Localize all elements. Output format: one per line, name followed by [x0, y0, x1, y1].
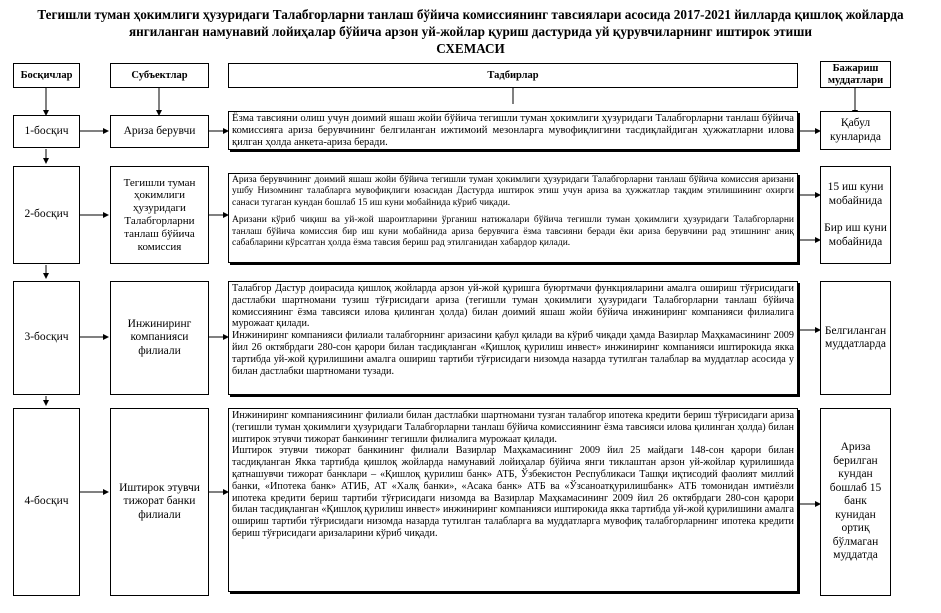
stage3-box [13, 281, 80, 395]
stage2-label: 2-босқич [24, 208, 69, 221]
header-actions [228, 63, 798, 88]
stage1-actions-box [228, 111, 798, 150]
stage2-subject: Тегишли туман ҳокимлиги ҳузуридаги Талабгорларни танлаш бўйича комиссия [123, 176, 196, 253]
stage4-actions-box [228, 408, 798, 592]
stage2-deadline-2: Бир иш куни мобайнида [824, 222, 887, 248]
stage1-subject-box [110, 115, 209, 148]
stage1-action-text: Ёзма тавсияни олиш учун доимий яшаш жойи бўйича тегишли туман ҳокимлиги ҳузуридаги Талабгорларни танлаш бўйича комиссияга ариза берувчининг белгиланган ижтимоий мезонларга мувофиқлигини тасдиқлайдиган ҳужжатларни илова қилган ҳолда анкета-ариза беради. [232, 113, 794, 149]
header-actions-label: Тадбирлар [487, 69, 539, 81]
title-line-1: Тегишли туман ҳокимлиги ҳузуридаги Талабгорларни танлаш бўйича комиссиянинг тавсиялари асосида 2017-2021 йилларда қишлоқ жойларда [37, 7, 904, 22]
stage4-action-text-1: Инжиниринг компаниясининг филиали билан дастлабки шартномани тузган талабгор ипотека кредити бериш тўғрисидаги ариза (тегишли туман ҳокимлиги ҳузуридаги Талабгорларни танлаш бўйича комиссиянинг ёзма тавсияси илова қилинган ҳолда) билан иштирок этувчи тижорат банкининг тегишли филиалига мурожаат қилади. [232, 410, 794, 445]
stage4-action-text-2: Иштирок этувчи тижорат банкининг филиали Вазирлар Маҳкамасининг 2009 йил 25 майдаги 148-сон қарори билан тасдиқланган Якка тартибда қишлоқ жойларда намунавий лойиҳалар бўйича янги тиклаштан арзон уй-жойлар қурилишида қатнашувчи тижорат банклари – «Қишлоқ қурилиш банк» АТБ, Ўзбекистон Республикаси Ташқи иқтисодий фаолият миллий банки, «Ипотека банк» АТИБ, АТ «Халқ банки», «Асака банк» АТБ ва «Ўзсаноатқурилишбанк» АТБ томонидан имтиёзли ипотека кредити бериш тартиби тўғрисидаги низомда ва Вазирлар Маҳкамасининг 2009 йил 26 октябрдаги 280-сон қарори билан тасдиқланган «Қишлоқ қурилиш инвест» инжиниринг компанияси иштирокида якка тартибда уй-жой қурилишини амалга ошириш тартиби тўғрисидаги низомда назарда тутилган талабларга ва муддатларга мувофиқ талабгорларнинг ипотека кредити бериш тўғрисидаги аризаларини кўриб чиқади. [232, 445, 794, 539]
stage4-deadline: Ариза берилган кундан бошлаб 15 банк кунидан ортиқ бўлмаган муддатда [829, 441, 882, 562]
stage2-subject-box [110, 166, 209, 264]
header-subjects [110, 63, 209, 88]
stage1-deadline-box [820, 111, 891, 150]
stage1-subject: Ариза берувчи [123, 124, 196, 137]
header-deadline [820, 61, 891, 88]
header-stage [13, 63, 80, 88]
stage2-deadline-1: 15 иш куни мобайнида [827, 181, 884, 207]
stage2-actions-box [228, 173, 798, 263]
stage3-deadline: Белгиланган муддатларда [824, 324, 887, 350]
stage3-subject-box [110, 281, 209, 395]
stage4-box [13, 408, 80, 596]
stage4-subject-box [110, 408, 209, 596]
header-subjects-label: Субъектлар [131, 69, 188, 81]
stage2-action-text-1: Ариза берувчининг доимий яшаш жойи бўйича тегишли туман ҳокимлиги ҳузуридаги Талабгорларни танлаш бўйича комиссия аризани ушбу Низомнинг талабларга мувофиқлиги юзасидан Дастурда иштирок этиш учун ариза ва ҳужжатлар тақдим этилишининг охирги санаси тугаган кундан бошлаб 15 иш куни мобайнида кўриб чиқади. [232, 175, 794, 208]
stage3-deadline-box [820, 281, 891, 395]
header-stage-label: Босқичлар [20, 69, 73, 81]
stage2-deadline-box [820, 166, 891, 264]
stage3-actions-box [228, 281, 798, 395]
stage1-deadline: Қабул кунларида [829, 117, 882, 143]
stage4-subject: Иштирок этувчи тижорат банки филиали [119, 481, 200, 521]
header-deadline-label: Бажариш муддатлари [827, 62, 884, 86]
stage3-action-text-2: Инжиниринг компанияси филиали талабгорнинг аризасини қабул қилади ва кўриб чиқади ҳамда Вазирлар Маҳкамасининг 2009 йил 26 октябрдаги 280-сон қарори билан тасдиқланган «Қишлоқ қурилиш инвест» инжиниринг компанияси иштирокида якка тартибда уй-жой қурилишини амалга ошириш тартиби тўғрисидаги низомда назарда тутилган талаблар ва муддатлар асосида у билан дастлабки шартномани тузади. [232, 330, 794, 377]
stage3-action-text-1: Талабгор Дастур доирасида қишлоқ жойларда арзон уй-жой қуришга буюртмачи функцияларини амалга ошириш тўғрисидаги дастлабки шартномани тузиш тўғрисидаги ариза (тегишли туман ҳокимлиги ҳузуридаги Талабгорларни танлаш бўйича комиссиянинг ёзма тавсияси илова қилинган ҳолда) билан доимий яшаш жойи бўйича инжиниринг компанияси филиалига мурожаат қилади. [232, 283, 794, 330]
stage1-box [13, 115, 80, 148]
title-line-3: СХЕМАСИ [436, 41, 505, 56]
stage4-label: 4-босқич [24, 495, 69, 508]
stage2-action-text-2: Аризани кўриб чиқиш ва уй-жой шароитларини ўрганиш натижалари бўйича тегишли туман ҳокимлиги ҳузуридаги Талабгорларни танлаш бўйича комиссия бир иш куни мобайнида ариза берувчига ёзма тавсияни беради ёки ариза берувчини рад этишнинг аниқ сабабларини кўрсатган ҳолда ёзма тавсия бериш рад этилганидан хабардор қилади. [232, 215, 794, 249]
stage1-label: 1-босқич [24, 124, 69, 137]
stage3-label: 3-босқич [24, 331, 69, 344]
stage3-subject: Инжиниринг компанияси филиали [127, 317, 192, 357]
stage2-box [13, 166, 80, 264]
title-line-2: янгиланган намунавий лойиҳалар бўйича арзон уй-жойлар қуриш дастурида уй қурувчиларнинг иштирок этиши [129, 24, 812, 39]
stage4-deadline-box [820, 408, 891, 596]
